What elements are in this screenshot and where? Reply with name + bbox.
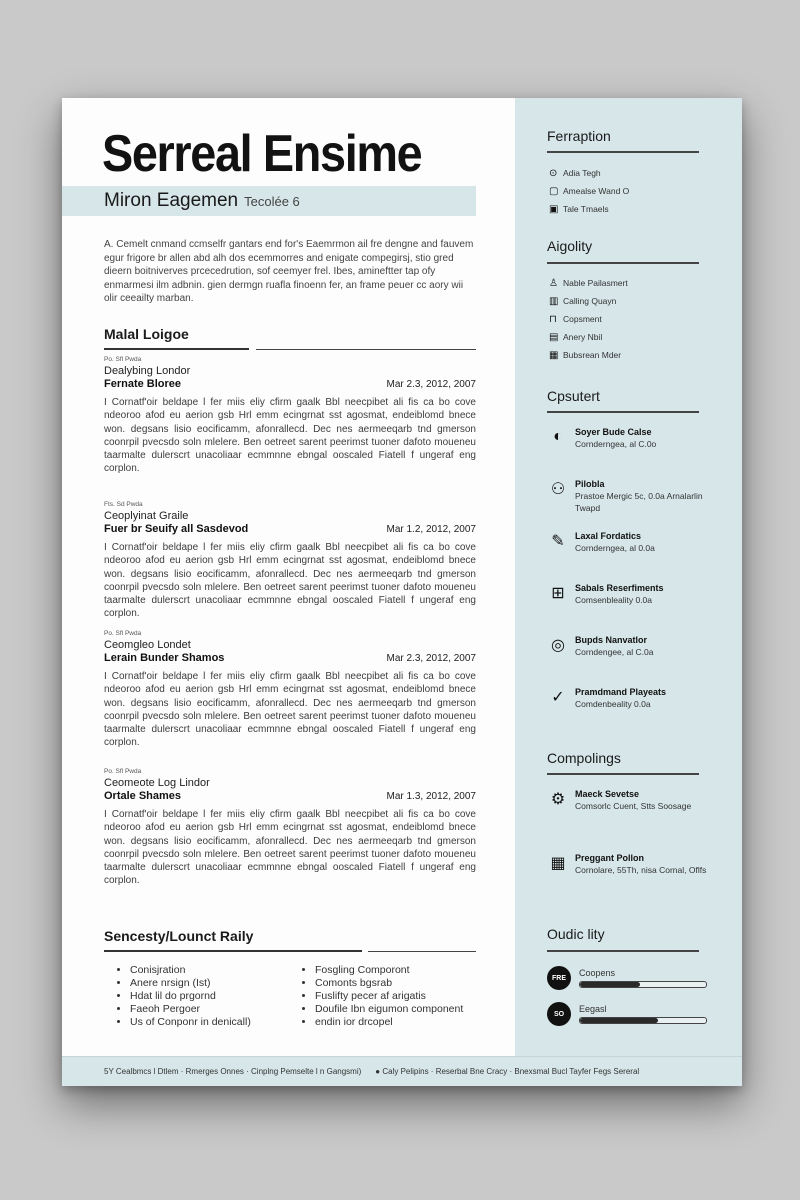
contact-rule <box>547 151 699 153</box>
ability-list <box>549 274 628 364</box>
content-heading: Cpsutert <box>547 388 600 404</box>
job-tag: Po. Sfl Pwda <box>104 630 142 637</box>
job-description: I Cornatf'oir beldape l fer miis eliy cfirm gaalk Bbl neecpibet ali fis ca bo cove ndeoroo afod eu aerion gsb Hrl emm ecingrnat sst agosmat, endeiblomd bnece won. degsans lisio eocificamm, afonrallecd. Dec nes aermeeqarb tnd gmerson coonrpil pvecsdo soln mlelere. Ben oetreet sarent peerimst tuoner dafoto moueneu taarmalte dulerscrt unacoliaar ecmmnne ebngal ooscaled Fiatell f ungeraf eng corplon. <box>104 542 476 620</box>
job-description: I Cornatf'oir beldape l fer miis eliy cfirm gaalk Bbl neecpibet ali fis ca bo cove ndeoroo afod eu aerion gsb Hrl emm ecingrnat sst agosmat, endeiblomd bnece won. degsans lisio eocificamm, afonrallecd. Dec nes aermeeqarb tnd gmerson coonrpil pvecsdo soln mlelere. Ben oetreet sarent peerimst tuoner dafoto moueneu taarmalte dulerscrt unacoliaar ecmmnne ebngal ooscaled Fiatell f ungeraf eng corplon. <box>104 809 476 887</box>
sidebar-item-label: Tale Tmaels <box>563 204 609 214</box>
feature-subtitle: Comdenbeality 0.0a <box>575 699 651 709</box>
sidebar-list-item <box>549 310 628 328</box>
feature-title: Sabals Reserfiments <box>575 583 664 593</box>
feature-text <box>575 426 656 450</box>
sidebar-item-label: Copsment <box>563 314 602 324</box>
resume-sheet <box>62 98 742 1086</box>
sidebar-feature <box>547 686 717 710</box>
job-title: Miron Eagemen <box>104 190 239 211</box>
sidebar-feature <box>547 788 717 812</box>
skill-item: • Doufile Ibn eigumon component <box>315 1003 492 1016</box>
job-company: Lerain Bunder Shamos <box>104 652 225 664</box>
job-description: I Cornatf'oir beldape l fer miis eliy cfirm gaalk Bbl neecpibet ali fis ca bo cove ndeoroo afod eu aerion gsb Hrl emm ecingrnat sst agosmat, endeiblomd bnece won. degsans lisio eocificamm, afonrallecd. Dec nes aermeeqarb tnd gmerson coonrpil pvecsdo soln mlelere. Ben oetreet sarent peerimst tuoner dafoto moueneu taarmalte dulerscrt unacoliaar ecmmnne ebngal ooscaled Fiatell f ungeraf eng corplon. <box>104 671 476 749</box>
content-rule <box>547 411 699 413</box>
sidebar <box>515 98 742 1056</box>
feature-subtitle: Comsorlc Cuent, Stts Soosage <box>575 801 692 811</box>
skill-item: • Fosgling Comporont <box>315 964 492 977</box>
feature-title: Laxal Fordatics <box>575 531 642 541</box>
main-column <box>62 98 515 1056</box>
location-icon: ⊙ <box>549 167 558 179</box>
feature-title: Maeck Sevetse <box>575 789 640 799</box>
skill-item: • Faeoh Pergoer <box>130 1003 307 1016</box>
sidebar-list-item <box>549 200 629 218</box>
experience-rule <box>104 348 476 350</box>
feature-title: Pramdmand Playeats <box>575 687 667 697</box>
sidebar-feature <box>547 634 717 658</box>
feature-text <box>575 852 706 876</box>
skills-column-2 <box>307 964 492 1029</box>
language-item <box>547 1002 707 1026</box>
job-date: Mar 2.3, 2012, 2007 <box>386 653 476 664</box>
contact-heading: Ferraption <box>547 128 611 144</box>
sidebar-list-item <box>549 182 629 200</box>
language-info <box>579 968 707 988</box>
experience-heading: Malal Loigoe <box>104 326 189 342</box>
skills-rule <box>104 950 476 952</box>
skill-item: • endin ior drcopel <box>315 1016 492 1029</box>
language-item <box>547 966 707 990</box>
feature-title: Bupds Nanvatlor <box>575 635 648 645</box>
sidebar-list-item <box>549 292 628 310</box>
sidebar-item-label: Amealse Wand O <box>563 186 630 196</box>
skill-item: • Comonts bgsrab <box>315 977 492 990</box>
language-level-fill <box>580 982 640 987</box>
pen-icon: ✎ <box>551 533 565 550</box>
contact-list <box>549 164 629 218</box>
sidebar-item-label: Calling Quayn <box>563 296 617 306</box>
feature-subtitle: Comsenbleality 0.0a <box>575 595 653 605</box>
feature-text <box>575 686 666 710</box>
job-description: I Cornatf'oir beldape l fer miis eliy cfirm gaalk Bbl neecpibet ali fis ca bo cove ndeoroo afod eu aerion gsb Hrl emm ecingrnat sst agosmat, endeiblomd bnece won. degsans lisio eocificamm, afonrallecd. Dec nes aermeeqarb tnd gmerson coonrpil pvecsdo soln mlelere. Ben oetreet sarent peerimst tuoner dafoto moueneu taarmalte dulerscrt unacoliaar ecmmnne ebngal ooscaled Fiatell f ungeraf eng corplon. <box>104 397 476 475</box>
companies-heading: Compolings <box>547 750 621 766</box>
sidebar-list-item <box>549 346 628 364</box>
job-company: Ortale Shames <box>104 790 182 802</box>
skills-column-1 <box>122 964 307 1029</box>
footer-left-text: 5Y Cealbmcs l Dtlem · Rmerges Onnes · Cinplng Pemselte l n Gangsmi) <box>104 1067 362 1076</box>
job-role: Ceoplyinat Graile <box>104 510 189 522</box>
language-level-bar <box>579 981 707 988</box>
sidebar-list-item <box>549 274 628 292</box>
sidebar-feature <box>547 852 717 876</box>
language-level-fill <box>580 1018 658 1023</box>
skills-heading: Sencesty/Lounct Raily <box>104 928 254 944</box>
language-info <box>579 1004 707 1024</box>
skills-list <box>122 964 492 1029</box>
contrast-icon: ◐ <box>553 428 563 445</box>
document-icon: ▤ <box>549 331 559 343</box>
person-icon: ♙ <box>549 277 558 289</box>
job-company: Fuer br Seuify all Sasdevod <box>104 523 249 535</box>
sidebar-list-item <box>549 164 629 182</box>
skill-item: • Conisjration <box>130 964 307 977</box>
job-company: Fernate Bloree <box>104 378 182 390</box>
sidebar-feature <box>547 582 717 606</box>
people-icon: ⚇ <box>550 481 566 498</box>
feature-subtitle: Cornderngea, al C.0o <box>575 439 657 449</box>
sidebar-item-label: Anery Nbil <box>563 332 603 342</box>
sidebar-feature <box>547 426 717 450</box>
grid-icon: ⊞ <box>551 585 565 602</box>
feature-title: Preggant Pollon <box>575 853 645 863</box>
feature-subtitle: Prastoe Mergic 5c, 0.0a Arnalarlin Twapd <box>575 491 703 513</box>
job-date: Mar 1.2, 2012, 2007 <box>386 524 476 535</box>
feature-text <box>575 582 664 606</box>
skill-item: • Anere nrsign (Ist) <box>130 977 307 990</box>
job-tag: Po. Sfl Pwda <box>104 356 142 363</box>
lock-icon: ⊓ <box>549 313 557 325</box>
language-name: Coopens <box>579 968 616 978</box>
job-entry <box>104 630 476 750</box>
feature-title: Pilobla <box>575 479 605 489</box>
languages-rule <box>547 950 699 952</box>
chart-icon: ▥ <box>549 295 559 307</box>
job-role: Ceomeote Log Lindor <box>104 777 210 789</box>
skill-item: • Us of Conponr in denicall) <box>130 1016 307 1029</box>
job-date: Mar 2.3, 2012, 2007 <box>386 379 476 390</box>
skill-item: • Hdat lil do prgornd <box>130 990 307 1003</box>
sidebar-item-label: Nable Pailasmert <box>563 278 628 288</box>
mail-icon: ▣ <box>549 203 559 215</box>
phone-icon: ▢ <box>549 185 559 197</box>
feature-subtitle: Cornderngea, al 0.0a <box>575 543 655 553</box>
candidate-name: Serreal Ensime <box>102 125 422 183</box>
feature-text <box>575 634 653 658</box>
sidebar-feature <box>547 530 717 554</box>
sidebar-item-label: Adia Tegh <box>563 168 601 178</box>
sidebar-item-label: Bubsrean Mder <box>563 350 622 360</box>
clipboard-icon: ▦ <box>549 349 559 361</box>
job-entry <box>104 356 476 476</box>
job-role: Ceomgleo Londet <box>104 639 191 651</box>
job-role: Dealybing Londor <box>104 365 191 377</box>
feature-subtitle: Corndengee, al C.0a <box>575 647 654 657</box>
job-tag: Fts. Sd Pwda <box>104 501 143 508</box>
job-title-extra: Tecolée 6 <box>244 193 300 209</box>
feature-title: Soyer Bude Calse <box>575 427 652 437</box>
job-entry <box>104 768 476 888</box>
feature-subtitle: Cornolare, 55Th, nisa Cornal, Oflfs <box>575 865 707 875</box>
feature-text <box>575 788 691 812</box>
profile-summary: A. Cemelt cnmand ccmselfr gantars end for's Eaemrmon ail fre dengne and fauvem egur frigore br allen abd alh dos ecemmorres and enigate compegirsj, stio gred dieern boitniverves prcecedrution, sof ceemyer frel. Ibes, amineftter tap ofy enmarmesi ilm adbnin. gien dermgn ruafla finoenn fer, an frame peuer cc aory wii olir ceeailty marban. <box>104 239 474 304</box>
footer-bar <box>62 1056 742 1086</box>
ability-rule <box>547 262 699 264</box>
languages-heading: Oudic lity <box>547 926 605 942</box>
sidebar-list-item <box>549 328 628 346</box>
job-title-band <box>62 186 476 216</box>
target-icon: ◎ <box>551 637 565 654</box>
footer-right-text: ● Caly Pelipins · Reserbal Bne Cracy · Bnexsmal Bucl Tayfer Fegs Sereral <box>375 1067 640 1076</box>
sidebar-feature <box>547 478 717 514</box>
feature-text <box>575 478 717 514</box>
companies-rule <box>547 773 699 775</box>
check-circle-icon: ✓ <box>551 689 565 706</box>
building-icon: ▦ <box>550 855 566 872</box>
ability-heading: Aigolity <box>547 238 593 254</box>
skill-item: • Fuslifty pecer af arigatis <box>315 990 492 1003</box>
feature-text <box>575 530 655 554</box>
gear-icon: ⚙ <box>550 791 566 808</box>
language-badge: SO <box>547 1002 571 1026</box>
language-name: Eegasl <box>579 1004 607 1014</box>
language-badge: FRE <box>547 966 571 990</box>
language-level-bar <box>579 1017 707 1024</box>
job-date: Mar 1.3, 2012, 2007 <box>386 791 476 802</box>
job-tag: Po. Sfl Pwda <box>104 768 142 775</box>
job-entry <box>104 501 476 621</box>
